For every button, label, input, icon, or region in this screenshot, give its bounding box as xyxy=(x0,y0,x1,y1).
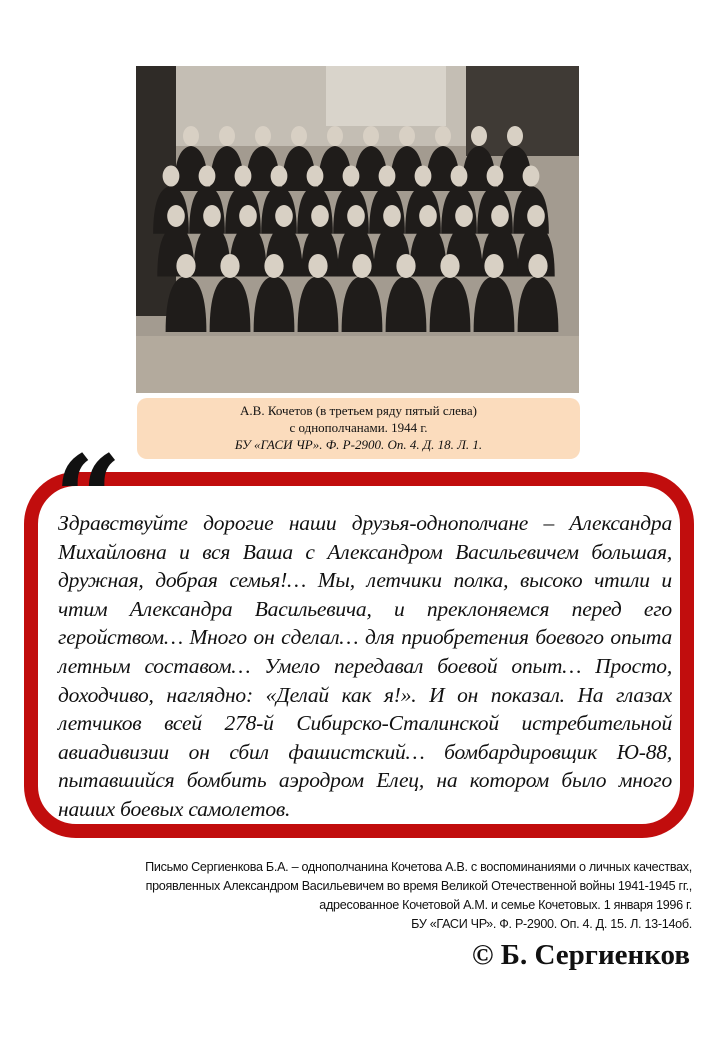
person-face xyxy=(419,205,437,227)
person-face xyxy=(363,126,379,146)
person-face xyxy=(415,166,432,187)
person-face xyxy=(327,126,343,146)
person-face xyxy=(308,254,327,278)
person-face xyxy=(399,126,415,146)
person-face xyxy=(275,205,293,227)
person-face xyxy=(311,205,329,227)
caption-source: БУ «ГАСИ ЧР». Ф. Р-2900. Оп. 4. Д. 18. Л. 1. xyxy=(234,437,483,452)
copyright: © Б. Сергиенков xyxy=(471,939,690,971)
person-face xyxy=(347,205,365,227)
group-photo xyxy=(136,66,579,393)
person-face xyxy=(199,166,216,187)
person-face xyxy=(440,254,459,278)
person-face xyxy=(176,254,195,278)
photo-caption xyxy=(137,398,580,459)
person-face xyxy=(203,205,221,227)
footnote-line-4: БУ «ГАСИ ЧР». Ф. Р-2900. Оп. 4. Д. 15. Л. 13-14об. xyxy=(411,917,692,931)
person-face xyxy=(255,126,271,146)
person-face xyxy=(291,126,307,146)
person-face xyxy=(307,166,324,187)
person-face xyxy=(271,166,288,187)
person-face xyxy=(352,254,371,278)
person-face xyxy=(183,126,199,146)
person-face xyxy=(220,254,239,278)
quote-text: Здравствуйте дорогие наши друзья-однополчане – Александра Михайловна и вся Ваша с Александром Васильевичем большая, дружная, добрая семья!… Мы, летчики полка, высоко чтили и чтим Александра Васильевича, и преклоняемся перед его геройством… Много он сделал… для приобретения боевого опыта летным составом… Умело передавал боевой опыт… Просто, доходчиво, наглядно: «Делай как я!». И он показал. На глазах летчиков всей 278-й Сибирско-Сталинской истребительной авиадивизии он сбил фашистский… бомбардировщик Ю-88, пытавшийся бомбить аэродром Елец, на котором было много наших боевых самолетов. xyxy=(58,511,672,821)
person-face xyxy=(484,254,503,278)
person-face xyxy=(523,166,540,187)
person-face xyxy=(491,205,509,227)
person-face xyxy=(455,205,473,227)
footnote xyxy=(52,858,692,934)
person-face xyxy=(451,166,468,187)
person-face xyxy=(527,205,545,227)
caption-line-2: с однополчанами. 1944 г. xyxy=(289,420,428,435)
person-face xyxy=(235,166,252,187)
person-face xyxy=(379,166,396,187)
person-face xyxy=(383,205,401,227)
person-face xyxy=(239,205,257,227)
footnote-line-3: адресованное Кочетовой А.М. и семье Кочетовых. 1 января 1996 г. xyxy=(319,898,692,912)
group-photo-image xyxy=(136,66,579,393)
person-face xyxy=(167,205,185,227)
person-face xyxy=(507,126,523,146)
caption-line-1: А.В. Кочетов (в третьем ряду пятый слева) xyxy=(240,403,477,418)
quote-mark-icon: “ xyxy=(54,429,116,568)
person-face xyxy=(219,126,235,146)
person-face xyxy=(396,254,415,278)
person-face xyxy=(264,254,283,278)
footnote-line-1: Письмо Сергиенкова Б.А. – однополчанина Кочетова А.В. с воспоминаниями о личных качествах, xyxy=(145,860,692,874)
person-face xyxy=(343,166,360,187)
person-face xyxy=(471,126,487,146)
footnote-line-2: проявленных Александром Васильевичем во время Великой Отечественной войны 1941-1945 гг., xyxy=(145,879,692,893)
person-face xyxy=(163,166,180,187)
person-face xyxy=(487,166,504,187)
person-face xyxy=(528,254,547,278)
person-face xyxy=(435,126,451,146)
